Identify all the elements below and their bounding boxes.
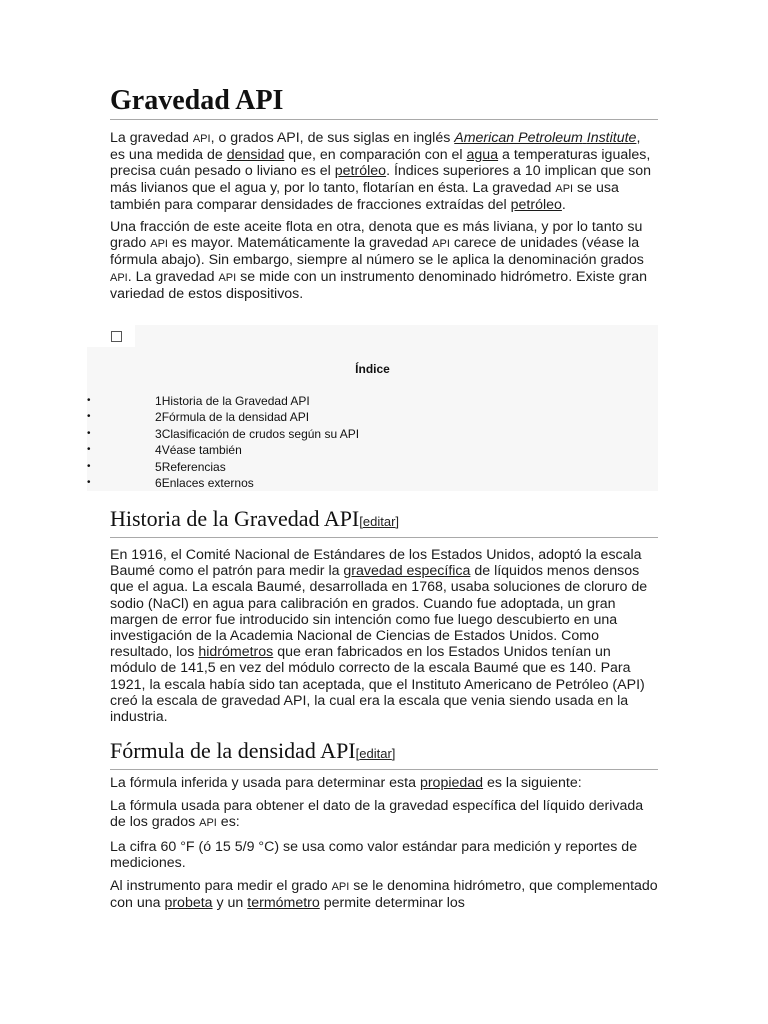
formula-paragraph-2: La fórmula usada para obtener el dato de la gravedad específica del líquido derivada de los grados API es: — [110, 798, 644, 831]
formula-paragraph-3: La cifra 60 °F (ó 15 5/9 °C) se usa como valor estándar para medición y reportes de mediciones. — [110, 838, 638, 871]
link-petroleo[interactable]: petróleo — [334, 163, 387, 180]
edit-link-formula[interactable]: editar — [359, 746, 392, 761]
toc-item-historia[interactable]: • 1Historia de la Gravedad API — [87, 394, 310, 408]
edit-section-formula: [editar] — [355, 746, 396, 761]
toc-item-clasificacion[interactable]: • 3Clasificación de crudos según su API — [87, 426, 360, 441]
intro-paragraph-2: Una fracción de este aceite flota en otra, denota que es más liviana, y por lo tanto su grado API es mayor. Matemáticamente la gravedad API carece de unidades (véase la fórmula abajo). Sin embargo, siempre al número se le aplica la denominación grados API. La gravedad API se mide con un instrumento denominado hidrómetro. Existe gran variedad de estos dispositivos. — [110, 219, 648, 302]
link-hidrometros[interactable]: hidrómetros — [198, 644, 274, 661]
link-densidad[interactable]: densidad — [226, 147, 285, 164]
link-gravedad-especifica[interactable]: gravedad específica — [343, 563, 471, 580]
section-historia — [110, 505, 658, 725]
table-of-contents — [87, 325, 658, 491]
toc-title: Índice — [355, 362, 390, 376]
toc-item-vease-tambien[interactable]: • 4Véase también — [87, 443, 242, 458]
section-formula — [110, 737, 658, 911]
link-american-petroleum-institute[interactable]: American Petroleum — [454, 130, 583, 146]
edit-section-historia: [editar] — [359, 514, 400, 529]
toc-item-formula[interactable]: • 2Fórmula de la densidad API — [87, 410, 310, 425]
page-title: Gravedad API — [110, 84, 658, 120]
edit-link-historia[interactable]: editar — [362, 514, 396, 529]
link-agua[interactable]: agua — [466, 147, 499, 164]
link-petroleo-2[interactable]: petróleo — [510, 196, 562, 213]
link-termometro[interactable]: termómetro — [247, 895, 320, 912]
section-heading-historia: Historia de la Gravedad API[editar] — [110, 505, 658, 538]
link-american-petroleum-institute-2[interactable]: Institute — [586, 130, 637, 146]
toc-list — [87, 393, 658, 491]
link-propiedad[interactable]: propiedad — [419, 775, 484, 791]
toc-item-referencias[interactable]: • 5Referencias — [87, 459, 226, 474]
toc-toggle-checkbox[interactable] — [111, 331, 122, 342]
intro-paragraph-1: La gravedad API, o grados API, de sus siglas en inglés American Petroleum Institute, es una medida de densidad que, en comparación con el agua a temperaturas iguales, precisa cuán pesado o liviano es el petróleo. Índices superiores a 10 implican que son más livianos que el agua y, por lo tanto, flotarían en ésta. La gravedad API se usa también para comparar densidades de fracciones extraídas del petróleo. — [110, 130, 652, 213]
section-heading-formula: Fórmula de la densidad API[editar] — [110, 737, 658, 770]
link-probeta[interactable]: probeta — [164, 895, 213, 912]
formula-paragraph-1: La fórmula inferida y usada para determinar esta propiedad es la siguiente: — [110, 775, 582, 791]
toc-item-enlaces-externos[interactable]: • 6Enlaces externos — [87, 475, 254, 490]
historia-paragraph: En 1916, el Comité Nacional de Estándares de los Estados Unidos, adoptó la escala Baumé como el patrón para medir la gravedad específica de líquidos menos densos que el agua. La escala Baumé, desarrollada en 1768, usaba soluciones de cloruro de sodio (NaCl) en agua para calibración en grados. Cuando fue adoptada, un gran margen de error fue introducido sin intención como fue luego descubierto en una investigación de la Academia Nacional de Ciencias de Estados Unidos. Como resultado, los hidrómetros que eran fabricados en los Estados Unidos tenían un módulo de 141,5 en vez del módulo correcto de la escala Baumé que es 140. Para 1921, la escala había sido tan aceptada, que el Instituto Americano de Petróleo (API) creó la escala de gravedad API, la cual era la escala que venia siendo usada en la industria. — [110, 547, 648, 726]
formula-paragraph-4: Al instrumento para medir el grado API se le denomina hidrómetro, que complementado con una probeta y un termómetro permite determinar los — [110, 878, 658, 912]
article-intro — [110, 84, 658, 302]
